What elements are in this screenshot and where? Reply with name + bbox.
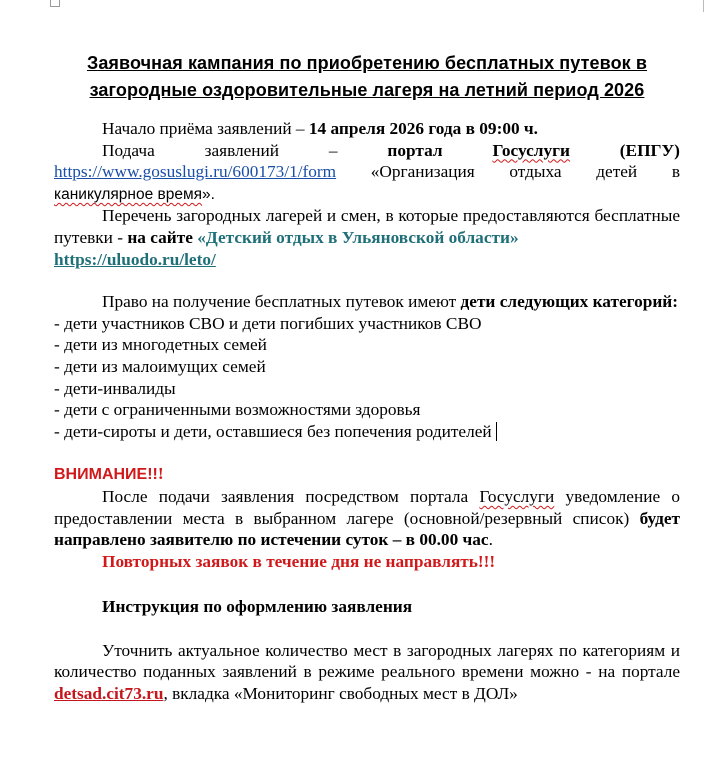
- spacer: [54, 572, 680, 596]
- list-item: - дети из многодетных семей: [54, 335, 267, 355]
- service-word-4: в: [671, 162, 680, 182]
- monitoring-tail: , вкладка «Мониторинг свободных мест в ДОЛ»: [163, 684, 518, 704]
- monitoring-text: Уточнить актуальное количество мест в загородных лагерях по категориям и количество поданных заявлений в режиме реального времени можно - на портале: [54, 640, 680, 682]
- page-corner-mark: [50, 0, 60, 7]
- attention-paragraph: [54, 486, 680, 551]
- attention-text-2: уведомление о предоставлении места в выбранном лагере (основной/резервный список): [54, 486, 680, 528]
- camps-text: Перечень загородных лагерей и смен, в которые предоставляются бесплатные путевки -: [54, 206, 680, 247]
- attention-heading: [54, 463, 680, 486]
- submission-word-2: заявлений: [204, 140, 280, 160]
- document-title: [54, 50, 680, 104]
- gosuslugi-form-link[interactable]: https://www.gosuslugi.ru/600173/1/form: [54, 162, 337, 182]
- submission-line-2: [54, 161, 680, 183]
- camps-paragraph: [54, 205, 680, 270]
- list-item: - дети из малоимущих семей: [54, 356, 266, 376]
- spacer: [54, 618, 680, 640]
- submission-line-1: [54, 140, 680, 162]
- instruction-heading-text: Инструкция по оформлению заявления: [102, 597, 413, 617]
- submission-line-3: [54, 183, 680, 206]
- service-continuation: каникулярное время: [54, 185, 203, 203]
- attention-heading-tail: !: [157, 464, 164, 484]
- attention-heading-text: ВНИМАНИЕ!!: [54, 466, 158, 484]
- submission-epgu: (ЕПГУ): [619, 140, 680, 160]
- camps-site-name: «Детский отдых в Ульяновской области»: [197, 227, 519, 247]
- document-page: [54, 50, 680, 705]
- eligibility-bold: дети следующих категорий:: [460, 292, 678, 312]
- title-line-2: загородные оздоровительные лагеря на летний период 2026: [89, 80, 645, 100]
- uluodo-link[interactable]: https://uluodo.ru/leto/: [54, 249, 216, 269]
- service-word-2: отдыха: [509, 162, 562, 182]
- service-end: ».: [202, 185, 215, 203]
- list-item-text: - дети-сироты и дети, оставшиеся без попечения родителей: [54, 421, 492, 441]
- submission-word-1: Подача: [102, 140, 155, 160]
- service-word-3: детей: [596, 162, 638, 182]
- list-item-last: [54, 421, 680, 443]
- submission-portal: портал: [387, 140, 443, 160]
- list-item: - дети с ограниченными возможностями здоровья: [54, 400, 421, 420]
- service-word-1: «Организация: [370, 162, 475, 182]
- monitoring-paragraph: [54, 640, 680, 705]
- start-label: Начало приёма заявлений –: [102, 119, 309, 138]
- attention-bold: будет направлено заявителю по истечении суток – в 00.00 час: [54, 508, 680, 550]
- submission-gosuslugi: Госуслуги: [492, 140, 570, 160]
- attention-text-1: После подачи заявления посредством портала: [102, 486, 480, 506]
- list-item: - дети участников СВО и дети погибших участников СВО: [54, 313, 482, 333]
- attention-gosuslugi: Госуслуги: [479, 486, 555, 506]
- page-edge-line: [703, 0, 704, 12]
- instruction-heading: [54, 596, 680, 618]
- spacer: [54, 442, 680, 460]
- camps-on-site: на сайте: [127, 227, 198, 247]
- submission-dash: –: [328, 140, 338, 160]
- start-date: 14 апреля 2026 года в 09:00 ч.: [308, 119, 538, 138]
- submission-paragraph: [54, 140, 680, 206]
- title-line-1: Заявочная кампания по приобретению бесплатных путевок в: [86, 53, 648, 73]
- spacer: [54, 270, 680, 291]
- detsad-portal-link[interactable]: detsad.cit73.ru: [54, 684, 164, 704]
- attention-end: .: [488, 530, 493, 550]
- eligibility-intro: Право на получение бесплатных путевок имеют: [102, 292, 461, 312]
- start-paragraph: [54, 118, 680, 140]
- eligibility-list: [54, 313, 680, 443]
- repeat-warning-text: Повторных заявок в течение дня не направлять!!!: [102, 551, 496, 571]
- eligibility-paragraph: [54, 291, 680, 313]
- list-item: - дети-инвалиды: [54, 378, 176, 398]
- repeat-warning: [54, 551, 680, 573]
- text-cursor: [496, 422, 497, 441]
